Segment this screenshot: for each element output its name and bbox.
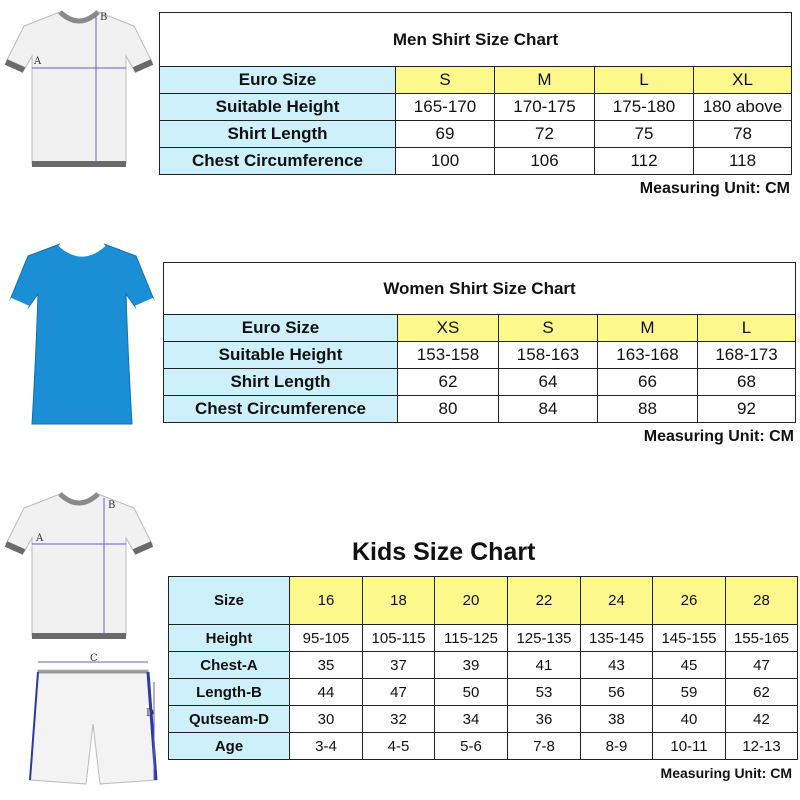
- table-row: [160, 94, 792, 121]
- cell: 64: [499, 369, 598, 396]
- cell: 40: [653, 706, 726, 733]
- row-label: Chest Circumference: [160, 148, 396, 175]
- table-row: [169, 706, 798, 733]
- kids-size: 20: [435, 577, 508, 625]
- cell: 100: [396, 148, 495, 175]
- men-size: S: [396, 67, 495, 94]
- cell: 4-5: [363, 733, 435, 760]
- cell: 39: [435, 652, 508, 679]
- women-measuring-unit: Measuring Unit: CM: [643, 428, 794, 445]
- cell: 10-11: [653, 733, 726, 760]
- row-label: Suitable Height: [160, 94, 396, 121]
- kids-size: 26: [653, 577, 726, 625]
- women-size: XS: [398, 315, 499, 342]
- men-shirt-illustration: [4, 4, 156, 172]
- kids-size: 16: [290, 577, 363, 625]
- kids-size: 18: [363, 577, 435, 625]
- cell: 112: [595, 148, 694, 175]
- cell: 34: [435, 706, 508, 733]
- cell: 88: [598, 396, 698, 423]
- women-size: L: [698, 315, 796, 342]
- cell: 95-105: [290, 625, 363, 652]
- kids-shirt-illustration: [4, 486, 158, 646]
- cell: 66: [598, 369, 698, 396]
- cell: 170-175: [495, 94, 595, 121]
- row-label: Suitable Height: [164, 342, 398, 369]
- cell: 41: [508, 652, 581, 679]
- cell: 59: [653, 679, 726, 706]
- table-row: [160, 121, 792, 148]
- cell: 175-180: [595, 94, 694, 121]
- cell: 68: [698, 369, 796, 396]
- cell: 72: [495, 121, 595, 148]
- table-row: [164, 396, 796, 423]
- cell: 92: [698, 396, 796, 423]
- cell: 7-8: [508, 733, 581, 760]
- cell: 5-6: [435, 733, 508, 760]
- cell: 62: [398, 369, 499, 396]
- row-label: Chest Circumference: [164, 396, 398, 423]
- kids-header-label: Size: [169, 577, 290, 625]
- cell: 105-115: [363, 625, 435, 652]
- kids-measuring-unit: Measuring Unit: CM: [660, 765, 792, 781]
- cell: 168-173: [698, 342, 796, 369]
- label-a: A: [34, 56, 42, 67]
- cell: 118: [694, 148, 792, 175]
- men-size-table: [159, 12, 792, 175]
- cell: 125-135: [508, 625, 581, 652]
- women-shirt-illustration: [6, 236, 158, 436]
- cell: 35: [290, 652, 363, 679]
- cell: 30: [290, 706, 363, 733]
- kids-size: 22: [508, 577, 581, 625]
- cell: 180 above: [694, 94, 792, 121]
- cell: 32: [363, 706, 435, 733]
- cell: 50: [435, 679, 508, 706]
- label-a: A: [36, 533, 44, 544]
- women-size-table: [163, 262, 796, 423]
- table-row: [164, 342, 796, 369]
- row-label: Shirt Length: [164, 369, 398, 396]
- men-measuring-unit: Measuring Unit: CM: [639, 180, 790, 197]
- cell: 163-168: [598, 342, 698, 369]
- table-row: [169, 652, 798, 679]
- cell: 153-158: [398, 342, 499, 369]
- row-label: Height: [169, 625, 290, 652]
- cell: 47: [363, 679, 435, 706]
- label-d: D: [146, 708, 155, 719]
- row-label: Shirt Length: [160, 121, 396, 148]
- row-label: Age: [169, 733, 290, 760]
- men-size: M: [495, 67, 595, 94]
- cell: 38: [581, 706, 653, 733]
- women-size: S: [499, 315, 598, 342]
- women-size: M: [598, 315, 698, 342]
- cell: 45: [653, 652, 726, 679]
- kids-size: 24: [581, 577, 653, 625]
- cell: 80: [398, 396, 499, 423]
- table-row: [169, 679, 798, 706]
- label-c: C: [90, 653, 98, 664]
- cell: 155-165: [726, 625, 798, 652]
- cell: 75: [595, 121, 694, 148]
- table-row: [160, 148, 792, 175]
- men-size: XL: [694, 67, 792, 94]
- row-label: Qutseam-D: [169, 706, 290, 733]
- cell: 8-9: [581, 733, 653, 760]
- table-row: [169, 733, 798, 760]
- table-row: [169, 625, 798, 652]
- cell: 47: [726, 652, 798, 679]
- cell: 42: [726, 706, 798, 733]
- kids-shorts-illustration: [26, 652, 160, 792]
- cell: 106: [495, 148, 595, 175]
- cell: 36: [508, 706, 581, 733]
- kids-chart-title: Kids Size Chart: [352, 538, 536, 566]
- men-table-title: Men Shirt Size Chart: [160, 13, 792, 67]
- cell: 69: [396, 121, 495, 148]
- label-b: B: [108, 500, 116, 511]
- cell: 56: [581, 679, 653, 706]
- row-label: Length-B: [169, 679, 290, 706]
- kids-size-table: [168, 576, 798, 760]
- cell: 37: [363, 652, 435, 679]
- men-header-label: Euro Size: [160, 67, 396, 94]
- cell: 12-13: [726, 733, 798, 760]
- men-size: L: [595, 67, 694, 94]
- label-b: B: [100, 12, 108, 23]
- women-table-title: Women Shirt Size Chart: [164, 263, 796, 315]
- cell: 84: [499, 396, 598, 423]
- cell: 62: [726, 679, 798, 706]
- table-row: [164, 369, 796, 396]
- cell: 115-125: [435, 625, 508, 652]
- cell: 165-170: [396, 94, 495, 121]
- cell: 53: [508, 679, 581, 706]
- cell: 135-145: [581, 625, 653, 652]
- kids-size: 28: [726, 577, 798, 625]
- cell: 145-155: [653, 625, 726, 652]
- cell: 43: [581, 652, 653, 679]
- women-header-label: Euro Size: [164, 315, 398, 342]
- cell: 44: [290, 679, 363, 706]
- cell: 3-4: [290, 733, 363, 760]
- cell: 158-163: [499, 342, 598, 369]
- cell: 78: [694, 121, 792, 148]
- row-label: Chest-A: [169, 652, 290, 679]
